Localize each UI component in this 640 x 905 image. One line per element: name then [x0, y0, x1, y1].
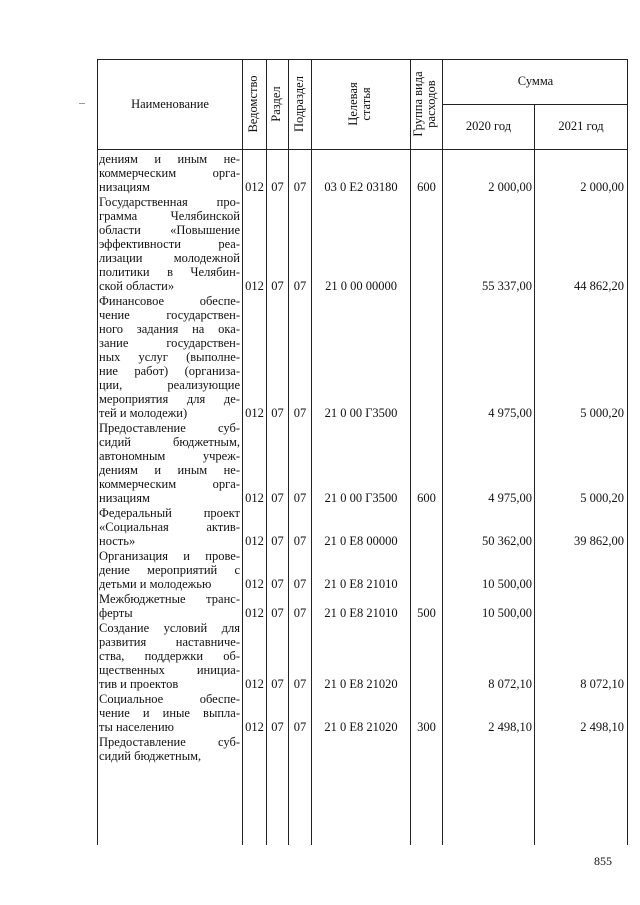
margin-mark	[79, 103, 85, 104]
row-name-line: автономным учреж-	[99, 449, 240, 463]
cell-podrazdel: 07	[293, 279, 307, 293]
cell-celevaya-statya: 21 0 00 Г3500	[324, 491, 398, 505]
row-name-line: политики в Челябин-	[99, 265, 240, 279]
cell-vedomstvo: 012	[245, 677, 264, 691]
header-summa: Сумма	[517, 74, 554, 88]
row-name-line: чение государствен-	[99, 308, 240, 322]
cell-podrazdel: 07	[293, 406, 307, 420]
header-year-2020: 2020 год	[465, 119, 512, 133]
cell-podrazdel: 07	[293, 677, 307, 691]
cell-vedomstvo: 012	[245, 577, 264, 591]
cell-sum-2021: 5 000,20	[580, 406, 624, 420]
header-celevaya-line2: статья	[359, 87, 373, 121]
cell-celevaya-statya: 21 0 E8 21010	[324, 606, 398, 620]
row-name-line: коммерческим орга-	[99, 477, 240, 491]
header-celevaya	[347, 57, 375, 151]
row-name-line: сидий бюджетным,	[99, 749, 202, 763]
row-name-line: ние работ) (организа-	[99, 364, 240, 378]
cell-celevaya-statya: 21 0 00 Г3500	[324, 406, 398, 420]
cell-razdel: 07	[271, 534, 284, 548]
header-celevaya-line1: Целевая	[346, 82, 360, 126]
cell-sum-2021: 39 862,00	[574, 534, 624, 548]
row-name-line: низациям	[99, 491, 150, 505]
header-gruppa-line1: Группа вида	[411, 71, 425, 137]
row-name-line: чение и иные выпла-	[99, 706, 240, 720]
cell-celevaya-statya: 21 0 E8 21020	[324, 677, 398, 691]
cell-sum-2021: 2 498,10	[580, 720, 624, 734]
row-name-line: детьми и молодежью	[99, 577, 212, 591]
row-name-line: Предоставление суб-	[99, 421, 240, 435]
row-name-line: ты населению	[99, 720, 174, 734]
cell-sum-2020: 10 500,00	[482, 606, 532, 620]
cell-vedomstvo: 012	[245, 279, 264, 293]
row-name-line: Социальное обеспе-	[99, 692, 240, 706]
row-name-line: коммерческим орга-	[99, 166, 240, 180]
row-name-line: Предоставление суб-	[99, 735, 240, 749]
cell-vedomstvo: 012	[245, 534, 264, 548]
header-podrazdel: Подраздел	[292, 76, 306, 132]
row-name-line: ферты	[99, 606, 133, 620]
row-name-line: дение мероприятий с	[99, 563, 240, 577]
row-name-line: «Социальная актив-	[99, 520, 240, 534]
row-name-line: ства, поддержки об-	[99, 649, 240, 663]
row-name-line: зание государствен-	[99, 336, 240, 350]
row-name-line: ных услуг (выполне-	[99, 350, 240, 364]
cell-gruppa: 600	[417, 491, 436, 505]
cell-vedomstvo: 012	[245, 606, 264, 620]
row-name-line: тив и проектов	[99, 677, 179, 691]
header-vedomstvo: Ведомство	[246, 75, 260, 133]
page-number: 855	[594, 854, 612, 868]
row-name-line: области «Повышение	[99, 223, 240, 237]
cell-sum-2020: 2 000,00	[488, 180, 532, 194]
cell-sum-2021: 8 072,10	[580, 677, 624, 691]
cell-razdel: 07	[271, 491, 284, 505]
cell-sum-2020: 50 362,00	[482, 534, 532, 548]
cell-vedomstvo: 012	[245, 720, 264, 734]
cell-gruppa: 600	[417, 180, 436, 194]
cell-razdel: 07	[271, 577, 284, 591]
row-name-line: ции, реализующие	[99, 378, 240, 392]
row-name-line: ность»	[99, 534, 136, 548]
row-name-line: ской области»	[99, 279, 175, 293]
header-gruppa-line2: расходов	[424, 80, 438, 128]
row-name-line: эффективности реа-	[99, 237, 240, 251]
cell-sum-2020: 55 337,00	[482, 279, 532, 293]
cell-sum-2021: 44 862,20	[574, 279, 624, 293]
cell-podrazdel: 07	[293, 577, 307, 591]
row-name-line: дениям и иным не-	[99, 152, 240, 166]
cell-podrazdel: 07	[293, 491, 307, 505]
cell-celevaya-statya: 21 0 E8 21020	[324, 720, 398, 734]
cell-vedomstvo: 012	[245, 491, 264, 505]
row-name-line: Межбюджетные транс-	[99, 592, 240, 606]
row-name-line: развития наставниче-	[99, 635, 240, 649]
row-name-line: лизации молодежной	[99, 251, 240, 265]
row-name-line: грамма Челябинской	[99, 209, 240, 223]
cell-sum-2020: 4 975,00	[488, 491, 532, 505]
row-name-line: Федеральный проект	[99, 506, 240, 520]
cell-sum-2020: 8 072,10	[488, 677, 532, 691]
row-name-line: тей и молодежи)	[99, 406, 188, 420]
row-name-line: низациям	[99, 180, 150, 194]
cell-gruppa: 500	[417, 606, 436, 620]
cell-vedomstvo: 012	[245, 406, 264, 420]
cell-razdel: 07	[271, 720, 284, 734]
cell-sum-2021: 5 000,20	[580, 491, 624, 505]
cell-sum-2020: 2 498,10	[488, 720, 532, 734]
row-name-line: Организация и прове-	[99, 549, 240, 563]
cell-sum-2020: 10 500,00	[482, 577, 532, 591]
cell-razdel: 07	[271, 606, 284, 620]
cell-celevaya-statya: 21 0 E8 21010	[324, 577, 398, 591]
cell-celevaya-statya: 21 0 E8 00000	[324, 534, 398, 548]
cell-sum-2020: 4 975,00	[488, 406, 532, 420]
row-name-line: Финансовое обеспе-	[99, 294, 240, 308]
row-name-line: мероприятия для де-	[99, 392, 240, 406]
cell-podrazdel: 07	[293, 180, 307, 194]
cell-gruppa: 300	[417, 720, 436, 734]
header-gruppa	[412, 57, 440, 151]
cell-razdel: 07	[271, 180, 284, 194]
row-name-line: дениям и иным не-	[99, 463, 240, 477]
cell-celevaya-statya: 21 0 00 00000	[325, 279, 397, 293]
header-razdel: Раздел	[269, 86, 283, 122]
row-name-line: сидий бюджетным,	[99, 435, 240, 449]
row-name-line: Государственная про-	[99, 195, 240, 209]
header-name: Наименование	[131, 97, 209, 111]
cell-podrazdel: 07	[293, 720, 307, 734]
cell-razdel: 07	[271, 406, 284, 420]
cell-razdel: 07	[271, 677, 284, 691]
row-name-line: щественных инициа-	[99, 663, 240, 677]
cell-celevaya-statya: 03 0 E2 03180	[324, 180, 398, 194]
header-year-2021: 2021 год	[558, 119, 604, 133]
row-name-line: ного задания на ока-	[99, 322, 240, 336]
cell-vedomstvo: 012	[245, 180, 264, 194]
row-name-line: Создание условий для	[99, 621, 240, 635]
cell-razdel: 07	[271, 279, 284, 293]
cell-podrazdel: 07	[293, 606, 307, 620]
cell-sum-2021: 2 000,00	[580, 180, 624, 194]
cell-podrazdel: 07	[293, 534, 307, 548]
